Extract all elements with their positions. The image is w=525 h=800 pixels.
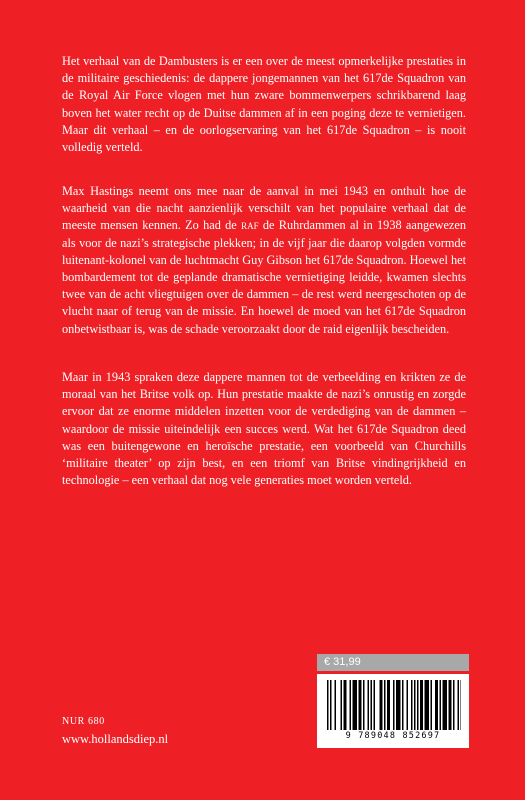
blurb-paragraph-1 (62, 53, 466, 156)
barcode-bar (431, 680, 433, 730)
barcode-bar (359, 680, 362, 730)
barcode-bar (417, 680, 419, 730)
barcode-bar (425, 680, 430, 730)
barcode-bar (420, 680, 423, 730)
barcode-bar (363, 680, 365, 730)
barcode-bar (368, 680, 370, 730)
nur-code: NUR 680 (62, 716, 105, 727)
barcode-bar (443, 680, 448, 730)
blurb-paragraph-3-text: Maar in 1943 spraken deze dappere mannen tot de verbeelding en krikten ze de moraal van het Britse volk op. Hun prestatie maakte de nazi’s onrustig en zorgde ervoor dat ze enorme middelen inzetten voor de verdediging van de dammen – waardoor de missie uiteindelijk een succes werd. Wat het 617de Squadron deed was een buitengewone en heroïsche prestatie, een voorbeeld van Churchills ‘militaire theater’ op zijn best, en een triomf van Britse vindingrijkheid en technologie – een verhaal dat nog vele generaties moet worden verteld. (62, 370, 466, 488)
blurb-paragraph-2-text (62, 183, 466, 338)
barcode-bar (374, 680, 376, 730)
barcode-bar (393, 680, 395, 730)
barcode-bar (414, 680, 416, 730)
barcode-bar (384, 680, 386, 730)
blurb-paragraph-2-part-b: de Ruhrdammen al in 1938 aangewezen als voor de nazi’s strategische plekken; in de vijf jaar die daarop volgden vormde luitenant-kolonel van de luchtmacht Guy Gibson het 617de Squadron. Hoewel het bombardement tot de geplande dramatische vernietiging leidde, kwamen slechts twee van de acht vliegtuigen over de dammen – de rest werd neergeschoten op de vlucht naar of terug van de missie. En hoewel de moed van het 617de Squadron onbetwistbaar is, was de schade veroorzaakt door de raid eigenlijk bescheiden. (62, 218, 466, 336)
barcode-bar (435, 680, 438, 730)
barcode-bar (341, 680, 343, 730)
raf-abbreviation: raf (241, 218, 259, 233)
barcode-bar (440, 680, 442, 730)
barcode-bar (371, 680, 373, 730)
barcode-bar (335, 680, 337, 730)
barcode-bar (449, 680, 452, 730)
publisher-website: www.hollandsdiep.nl (62, 732, 169, 746)
barcode-bar (407, 680, 409, 730)
barcode-bar (350, 680, 352, 730)
barcode-bar (458, 680, 460, 730)
barcode-bars (325, 680, 461, 730)
price-label: € 31,99 (317, 654, 469, 671)
barcode-bar (380, 680, 383, 730)
isbn-barcode (317, 674, 469, 748)
barcode-bar (327, 680, 329, 730)
barcode-bar (396, 680, 401, 730)
barcode-bar (387, 680, 390, 730)
blurb-paragraph-1-text: Het verhaal van de Dambusters is er een over de meest opmerkelijke prestaties in de militaire geschiedenis: de dappere jongemannen van het 617de Squadron van de Royal Air Force vlogen met hun zware bommenwerpers schrikbarend laag boven het water recht op de Duitse dammen af in een poging deze te vernietigen. Maar dit verhaal – en de oorlogservaring van het 617de Squadron – is nooit volledig verteld. (62, 54, 466, 155)
barcode-bar (453, 680, 455, 730)
barcode-bar (402, 680, 404, 730)
barcode-bar (411, 680, 413, 730)
blurb-paragraph-2 (62, 183, 466, 338)
blurb-paragraph-2-part-a: Max Hastings neemt ons mee naar de aanval in mei 1943 en onthult hoe de waarheid van die nacht aanzienlijk verschilt van het populaire verhaal dat de meeste mensen kennen. Zo had de (62, 184, 466, 233)
blurb-paragraph-3 (62, 369, 466, 489)
barcode-bar (461, 680, 462, 730)
barcode-bar (344, 680, 347, 730)
barcode-number: 9 789048 852697 (345, 731, 441, 741)
barcode-bar (330, 680, 332, 730)
barcode-bar (353, 680, 358, 730)
